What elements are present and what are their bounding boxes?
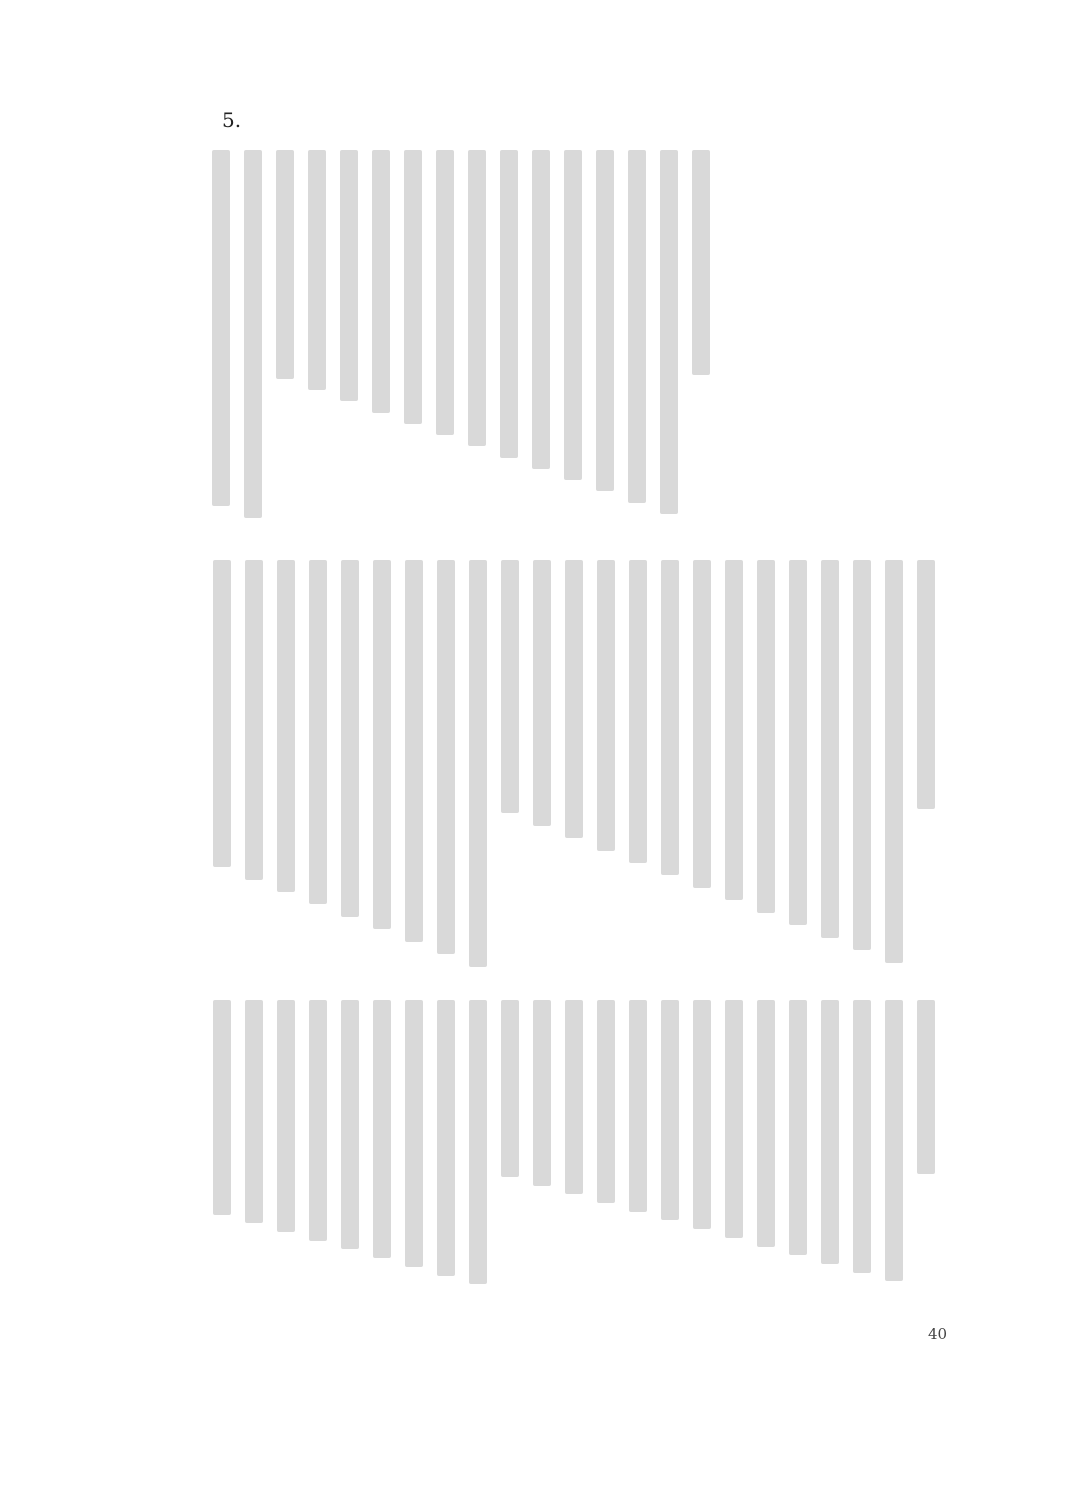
redacted-text-column [309,1000,327,1241]
redacted-text-column [565,1000,583,1194]
redacted-text-column [693,560,711,888]
redacted-text-column [501,1000,519,1177]
redacted-text-column [436,150,454,435]
redacted-text-column [533,560,551,826]
redacted-text-column [661,560,679,875]
redacted-text-column [661,1000,679,1220]
redacted-text-column [565,560,583,838]
redacted-text-column [277,560,295,892]
redacted-text-column [789,1000,807,1255]
redacted-text-column [725,1000,743,1238]
redacted-text-column [469,1000,487,1284]
redacted-text-column [533,1000,551,1186]
section-heading: 5. [222,108,242,132]
redacted-text-column [437,560,455,954]
redacted-text-column [917,1000,935,1174]
redacted-text-column [757,560,775,913]
redacted-text-column [500,150,518,458]
redacted-text-column [213,1000,231,1215]
redacted-text-column [693,1000,711,1229]
redacted-text-column [372,150,390,413]
redacted-text-column [821,560,839,938]
redacted-text-column [404,150,422,424]
text-block-1 [150,150,710,525]
redacted-text-column [917,560,935,809]
redacted-text-column [276,150,294,379]
redacted-text-column [308,150,326,390]
redacted-text-column [437,1000,455,1276]
redacted-text-column [373,1000,391,1258]
redacted-text-column [245,560,263,880]
redacted-text-column [309,560,327,904]
redacted-text-column [885,1000,903,1281]
redacted-text-column [597,560,615,851]
redacted-text-column [277,1000,295,1232]
redacted-text-column [853,1000,871,1273]
redacted-text-column [405,1000,423,1267]
redacted-text-column [564,150,582,480]
redacted-text-column [692,150,710,375]
redacted-text-column [628,150,646,503]
redacted-text-column [629,1000,647,1212]
redacted-text-column [885,560,903,963]
redacted-text-column [725,560,743,900]
redacted-text-column [789,560,807,925]
redacted-text-column [660,150,678,514]
redacted-text-column [244,150,262,518]
page-number: 40 [928,1325,948,1343]
redacted-text-column [469,560,487,967]
redacted-text-column [596,150,614,491]
redacted-text-column [213,560,231,867]
redacted-text-column [340,150,358,401]
redacted-text-column [468,150,486,446]
redacted-text-column [341,1000,359,1249]
redacted-text-column [597,1000,615,1203]
redacted-text-column [212,150,230,506]
redacted-text-column [821,1000,839,1264]
redacted-text-column [341,560,359,917]
redacted-text-column [629,560,647,863]
redacted-text-column [853,560,871,950]
redacted-text-column [757,1000,775,1247]
redacted-text-column [373,560,391,929]
redacted-text-column [501,560,519,813]
redacted-text-column [405,560,423,942]
text-block-2 [150,560,935,975]
text-block-3 [150,1000,935,1290]
redacted-text-column [245,1000,263,1223]
redacted-text-column [532,150,550,469]
